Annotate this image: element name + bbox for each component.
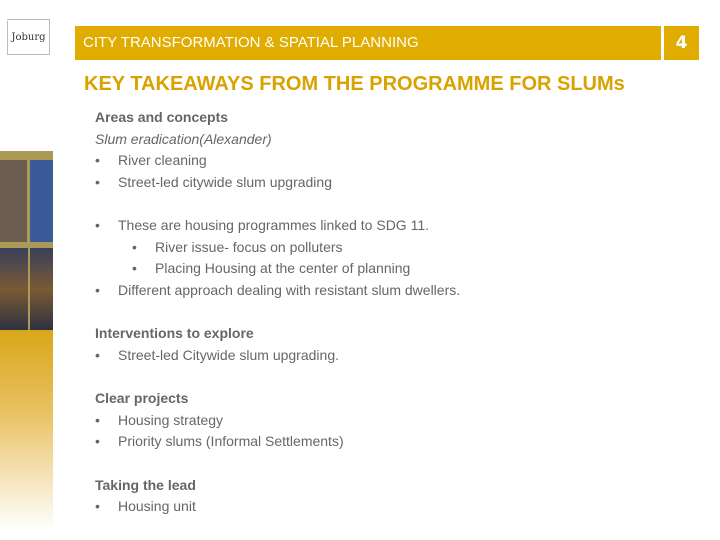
section-header: CITY TRANSFORMATION & SPATIAL PLANNING bbox=[75, 26, 661, 60]
slide-title: KEY TAKEAWAYS FROM THE PROGRAMME FOR SLUMs bbox=[84, 73, 625, 95]
city-skyline-image bbox=[0, 246, 53, 332]
slide-body bbox=[95, 107, 460, 518]
sub-list-item: • Placing Housing at the center of planning bbox=[95, 258, 460, 280]
decorative-gradient bbox=[0, 330, 53, 530]
list-item: • Priority slums (Informal Settlements) bbox=[95, 431, 460, 453]
list-item: • Different approach dealing with resistant slum dwellers. bbox=[95, 280, 460, 302]
list-item: • Housing strategy bbox=[95, 410, 460, 432]
photo-top bbox=[0, 151, 53, 197]
section-heading: Taking the lead bbox=[95, 476, 196, 493]
sub-list-item: • River issue- focus on polluters bbox=[95, 237, 460, 259]
list-item: • Street-led Citywide slum upgrading. bbox=[95, 345, 460, 367]
section-heading: Interventions to explore bbox=[95, 325, 254, 341]
list-item: • Street-led citywide slum upgrading bbox=[95, 172, 460, 194]
section-subtitle: Slum eradication(Alexander) bbox=[95, 130, 272, 147]
list-item: • These are housing programmes linked to SDG 11. bbox=[95, 215, 460, 237]
list-item: • River cleaning bbox=[95, 150, 460, 172]
page-number: 4 bbox=[664, 26, 699, 60]
list-item: • Housing unit bbox=[95, 496, 460, 518]
section-heading: Clear projects bbox=[95, 390, 189, 406]
joburg-logo: Joburg bbox=[7, 21, 50, 55]
section-heading: Areas and concepts bbox=[95, 109, 229, 125]
